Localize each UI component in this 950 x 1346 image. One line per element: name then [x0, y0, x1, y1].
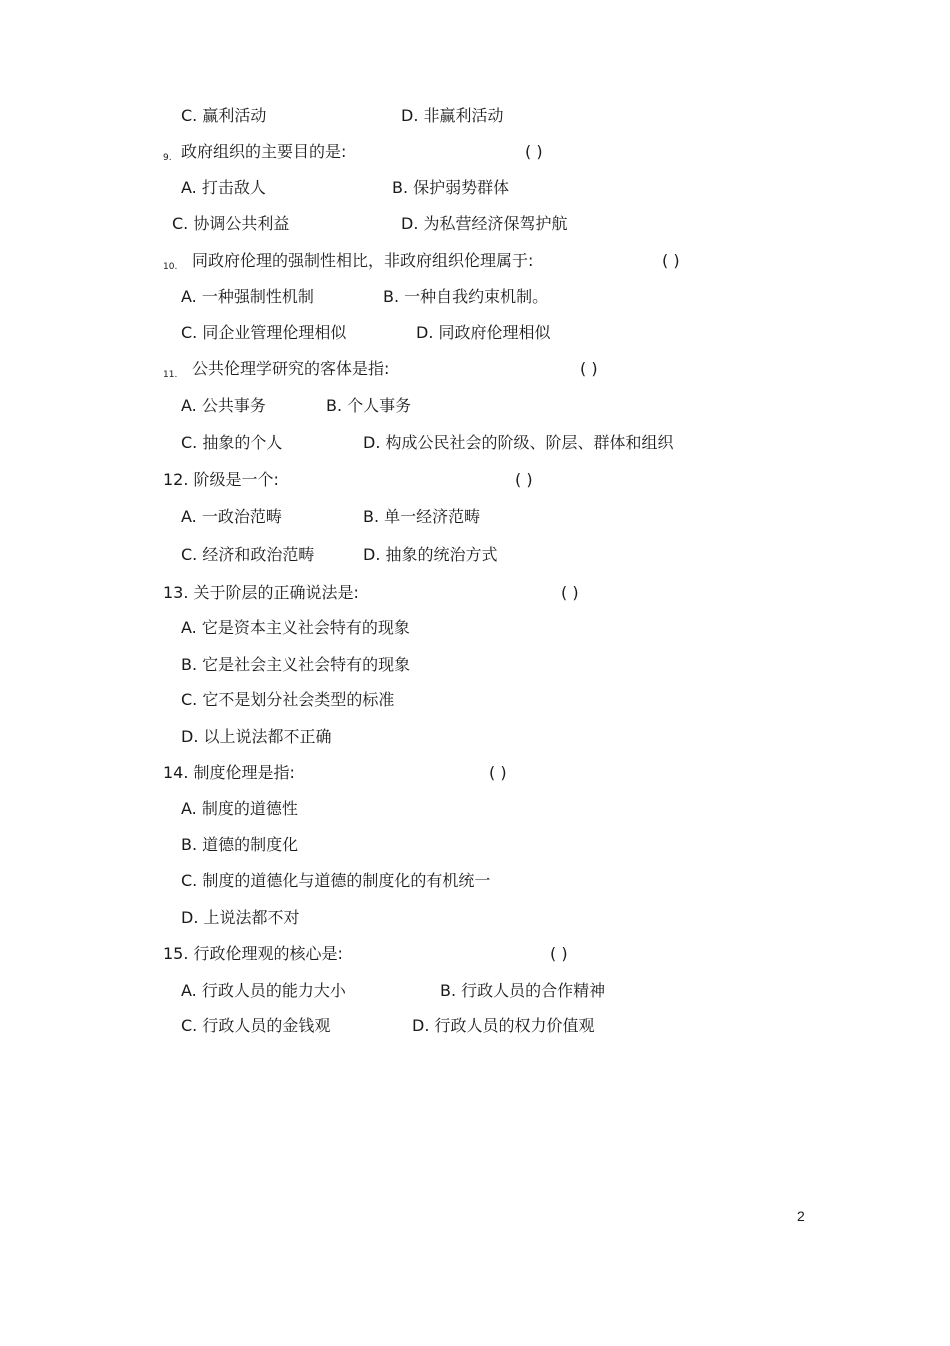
- q15-answer-paren: ( ): [550, 944, 568, 963]
- q15-option-c: C. 行政人员的金钱观: [181, 1016, 331, 1035]
- q11-stem: 公共伦理学研究的客体是指:: [192, 359, 390, 378]
- q13-answer-paren: ( ): [561, 583, 579, 602]
- q14-answer-paren: ( ): [489, 763, 507, 782]
- q12-option-b: B. 单一经济范畴: [363, 507, 481, 526]
- q9-answer-paren: ( ): [525, 142, 543, 161]
- q8-option-d: D. 非赢利活动: [401, 106, 504, 125]
- q10-option-a: A. 一种强制性机制: [181, 287, 314, 306]
- q9-stem: 政府组织的主要目的是:: [181, 142, 347, 161]
- q10-number: 10.: [163, 262, 178, 272]
- q15-stem: 15. 行政伦理观的核心是:: [163, 944, 343, 963]
- q14-option-d: D. 上说法都不对: [181, 908, 300, 927]
- q14-option-a: A. 制度的道德性: [181, 799, 298, 818]
- q13-option-a: A. 它是资本主义社会特有的现象: [181, 618, 410, 637]
- q11-option-c: C. 抽象的个人: [181, 433, 283, 452]
- q13-option-b: B. 它是社会主义社会特有的现象: [181, 655, 411, 674]
- q8-option-c: C. 赢利活动: [181, 106, 267, 125]
- q13-stem: 13. 关于阶层的正确说法是:: [163, 583, 359, 602]
- q10-option-c: C. 同企业管理伦理相似: [181, 323, 347, 342]
- q14-option-c: C. 制度的道德化与道德的制度化的有机统一: [181, 871, 491, 890]
- q11-option-d: D. 构成公民社会的阶级、阶层、群体和组织: [363, 433, 674, 452]
- q11-number: 11.: [163, 370, 178, 380]
- q12-stem: 12. 阶级是一个:: [163, 470, 279, 489]
- q9-option-b: B. 保护弱势群体: [392, 178, 510, 197]
- q14-option-b: B. 道德的制度化: [181, 835, 299, 854]
- q11-option-a: A. 公共事务: [181, 396, 266, 415]
- q15-option-b: B. 行政人员的合作精神: [440, 981, 606, 1000]
- q9-number: 9.: [163, 153, 172, 163]
- q10-option-d: D. 同政府伦理相似: [416, 323, 551, 342]
- q9-option-a: A. 打击敌人: [181, 178, 266, 197]
- q12-answer-paren: ( ): [515, 470, 533, 489]
- q11-answer-paren: ( ): [580, 359, 598, 378]
- q12-option-a: A. 一政治范畴: [181, 507, 282, 526]
- q10-option-b: B. 一种自我约束机制。: [383, 287, 549, 306]
- q13-option-d: D. 以上说法都不正确: [181, 727, 332, 746]
- q10-stem: 同政府伦理的强制性相比，非政府组织伦理属于:: [192, 251, 534, 270]
- q11-option-b: B. 个人事务: [326, 396, 412, 415]
- q13-option-c: C. 它不是划分社会类型的标准: [181, 690, 395, 709]
- q9-option-d: D. 为私营经济保驾护航: [401, 214, 568, 233]
- q12-option-d: D. 抽象的统治方式: [363, 545, 498, 564]
- q15-option-a: A. 行政人员的能力大小: [181, 981, 346, 1000]
- q9-option-c: C. 协调公共利益: [172, 214, 290, 233]
- page-number: 2: [797, 1208, 805, 1224]
- q10-answer-paren: ( ): [662, 251, 680, 270]
- q15-option-d: D. 行政人员的权力价值观: [412, 1016, 595, 1035]
- q12-option-c: C. 经济和政治范畴: [181, 545, 315, 564]
- q14-stem: 14. 制度伦理是指:: [163, 763, 295, 782]
